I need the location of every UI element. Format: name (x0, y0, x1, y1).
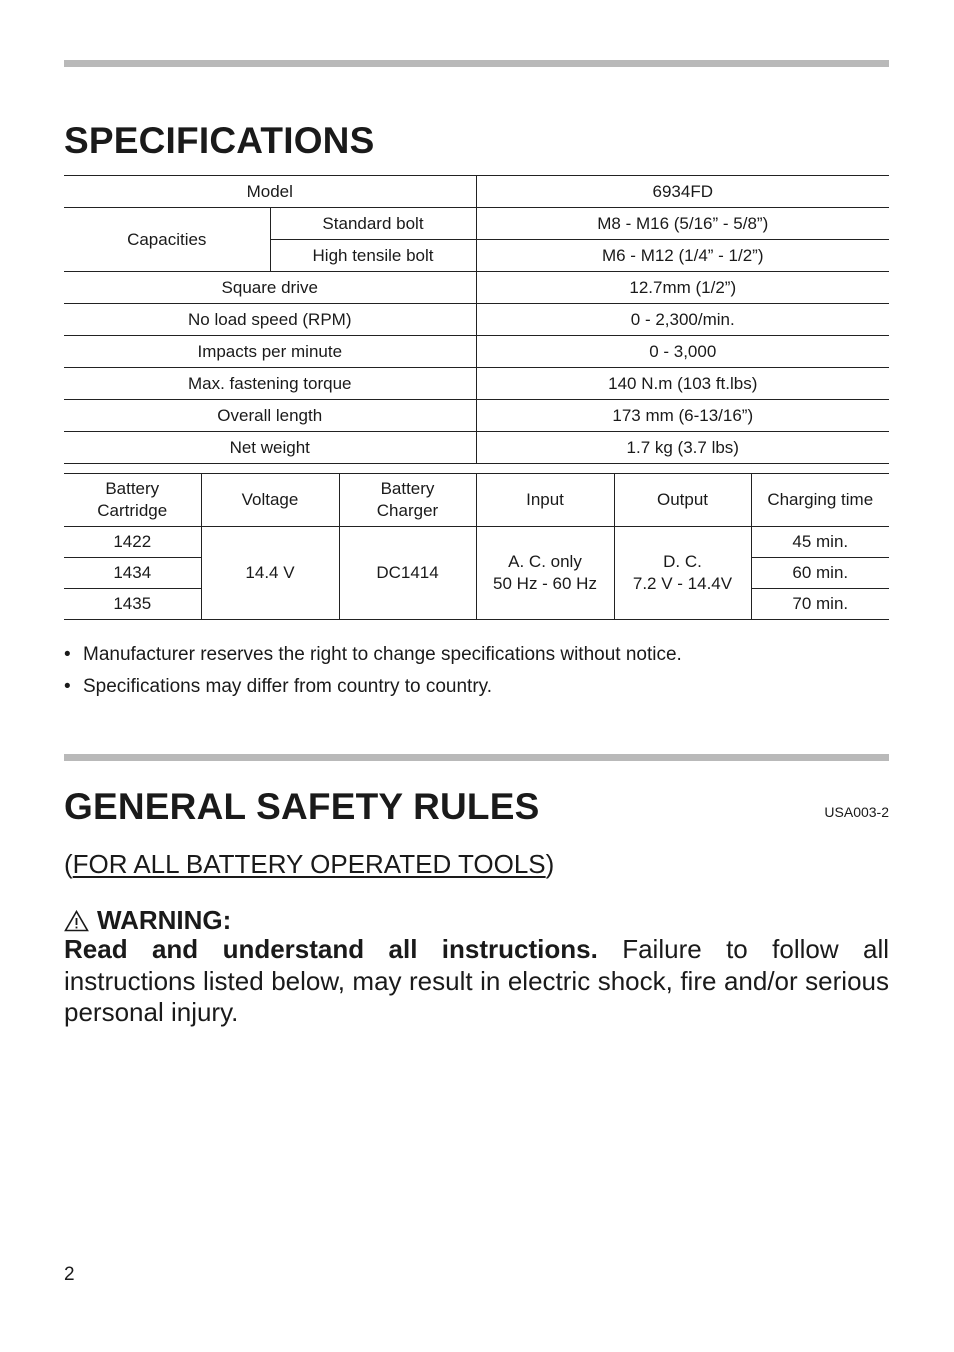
header-battery-charger: Battery Charger (339, 474, 476, 527)
table-row (64, 432, 889, 464)
spec-label: Impacts per minute (64, 336, 476, 368)
table-row (64, 400, 889, 432)
subtitle-text: FOR ALL BATTERY OPERATED TOOLS (72, 849, 546, 879)
output-cell (614, 527, 751, 620)
specifications-heading: SPECIFICATIONS (64, 120, 375, 161)
safety-subtitle: (FOR ALL BATTERY OPERATED TOOLS) (64, 849, 555, 879)
specifications-table (64, 175, 889, 464)
table-row (64, 272, 889, 304)
input-cell (476, 527, 614, 620)
charging-time-cell: 45 min. (751, 527, 889, 558)
note-text: Manufacturer reserves the right to change specifications without notice. (83, 644, 682, 665)
table-row (64, 304, 889, 336)
spec-label: Overall length (64, 400, 476, 432)
list-item (64, 643, 889, 675)
table-row (64, 208, 889, 240)
note-text: Specifications may differ from country to country. (83, 676, 493, 697)
bullet: • (64, 676, 71, 697)
top-rule (64, 60, 889, 67)
warning-paragraph (64, 934, 889, 1029)
header-battery-cartridge: Battery Cartridge (64, 474, 201, 527)
section-rule (64, 754, 889, 761)
header-input: Input (476, 474, 614, 527)
warning-label (64, 905, 231, 936)
spec-label: No load speed (RPM) (64, 304, 476, 336)
spec-label: Model (64, 176, 476, 208)
warning-bold-text: Read and understand all instructions. (64, 934, 598, 964)
spec-label: Net weight (64, 432, 476, 464)
table-row (64, 336, 889, 368)
table-row (64, 176, 889, 208)
warning-triangle-icon (64, 910, 89, 932)
list-item (64, 675, 889, 707)
charger-cell: DC1414 (339, 527, 476, 620)
document-code: USA003-2 (824, 804, 889, 820)
spec-value: M6 - M12 (1/4” - 1/2”) (476, 240, 889, 272)
spec-label: Capacities (64, 208, 270, 272)
specification-notes (64, 643, 889, 707)
spec-value: M8 - M16 (5/16” - 5/8”) (476, 208, 889, 240)
spec-value: 6934FD (476, 176, 889, 208)
spec-sublabel: High tensile bolt (270, 240, 476, 272)
spec-value: 140 N.m (103 ft.lbs) (476, 368, 889, 400)
warning-title: WARNING: (97, 905, 232, 935)
spec-value: 0 - 2,300/min. (476, 304, 889, 336)
table-row (64, 527, 889, 558)
spec-value: 0 - 3,000 (476, 336, 889, 368)
charging-time-cell: 60 min. (751, 558, 889, 589)
warning-body-text: Failure to follow all instructions listed below, may result in electric shock, fire and/or serious personal injury. (64, 934, 889, 1027)
cartridge-cell: 1434 (64, 558, 201, 589)
header-output: Output (614, 474, 751, 527)
spec-value: 1.7 kg (3.7 lbs) (476, 432, 889, 464)
input-line-1: A. C. only (508, 552, 582, 571)
spec-value: 173 mm (6-13/16”) (476, 400, 889, 432)
cartridge-cell: 1422 (64, 527, 201, 558)
bullet: • (64, 644, 71, 665)
battery-charging-table (64, 473, 889, 620)
spec-label: Max. fastening torque (64, 368, 476, 400)
output-line-1: D. C. (663, 552, 702, 571)
header-voltage: Voltage (201, 474, 339, 527)
safety-heading: GENERAL SAFETY RULES (64, 786, 540, 827)
input-line-2: 50 Hz - 60 Hz (493, 574, 597, 593)
spec-label: Square drive (64, 272, 476, 304)
spec-value: 12.7mm (1/2”) (476, 272, 889, 304)
table-header-row (64, 474, 889, 527)
cartridge-cell: 1435 (64, 589, 201, 620)
header-charging-time: Charging time (751, 474, 889, 527)
spec-sublabel: Standard bolt (270, 208, 476, 240)
output-line-2: 7.2 V - 14.4V (632, 574, 733, 593)
voltage-cell: 14.4 V (201, 527, 339, 620)
charging-time-cell: 70 min. (751, 589, 889, 620)
table-row (64, 368, 889, 400)
page-number: 2 (64, 1264, 75, 1285)
